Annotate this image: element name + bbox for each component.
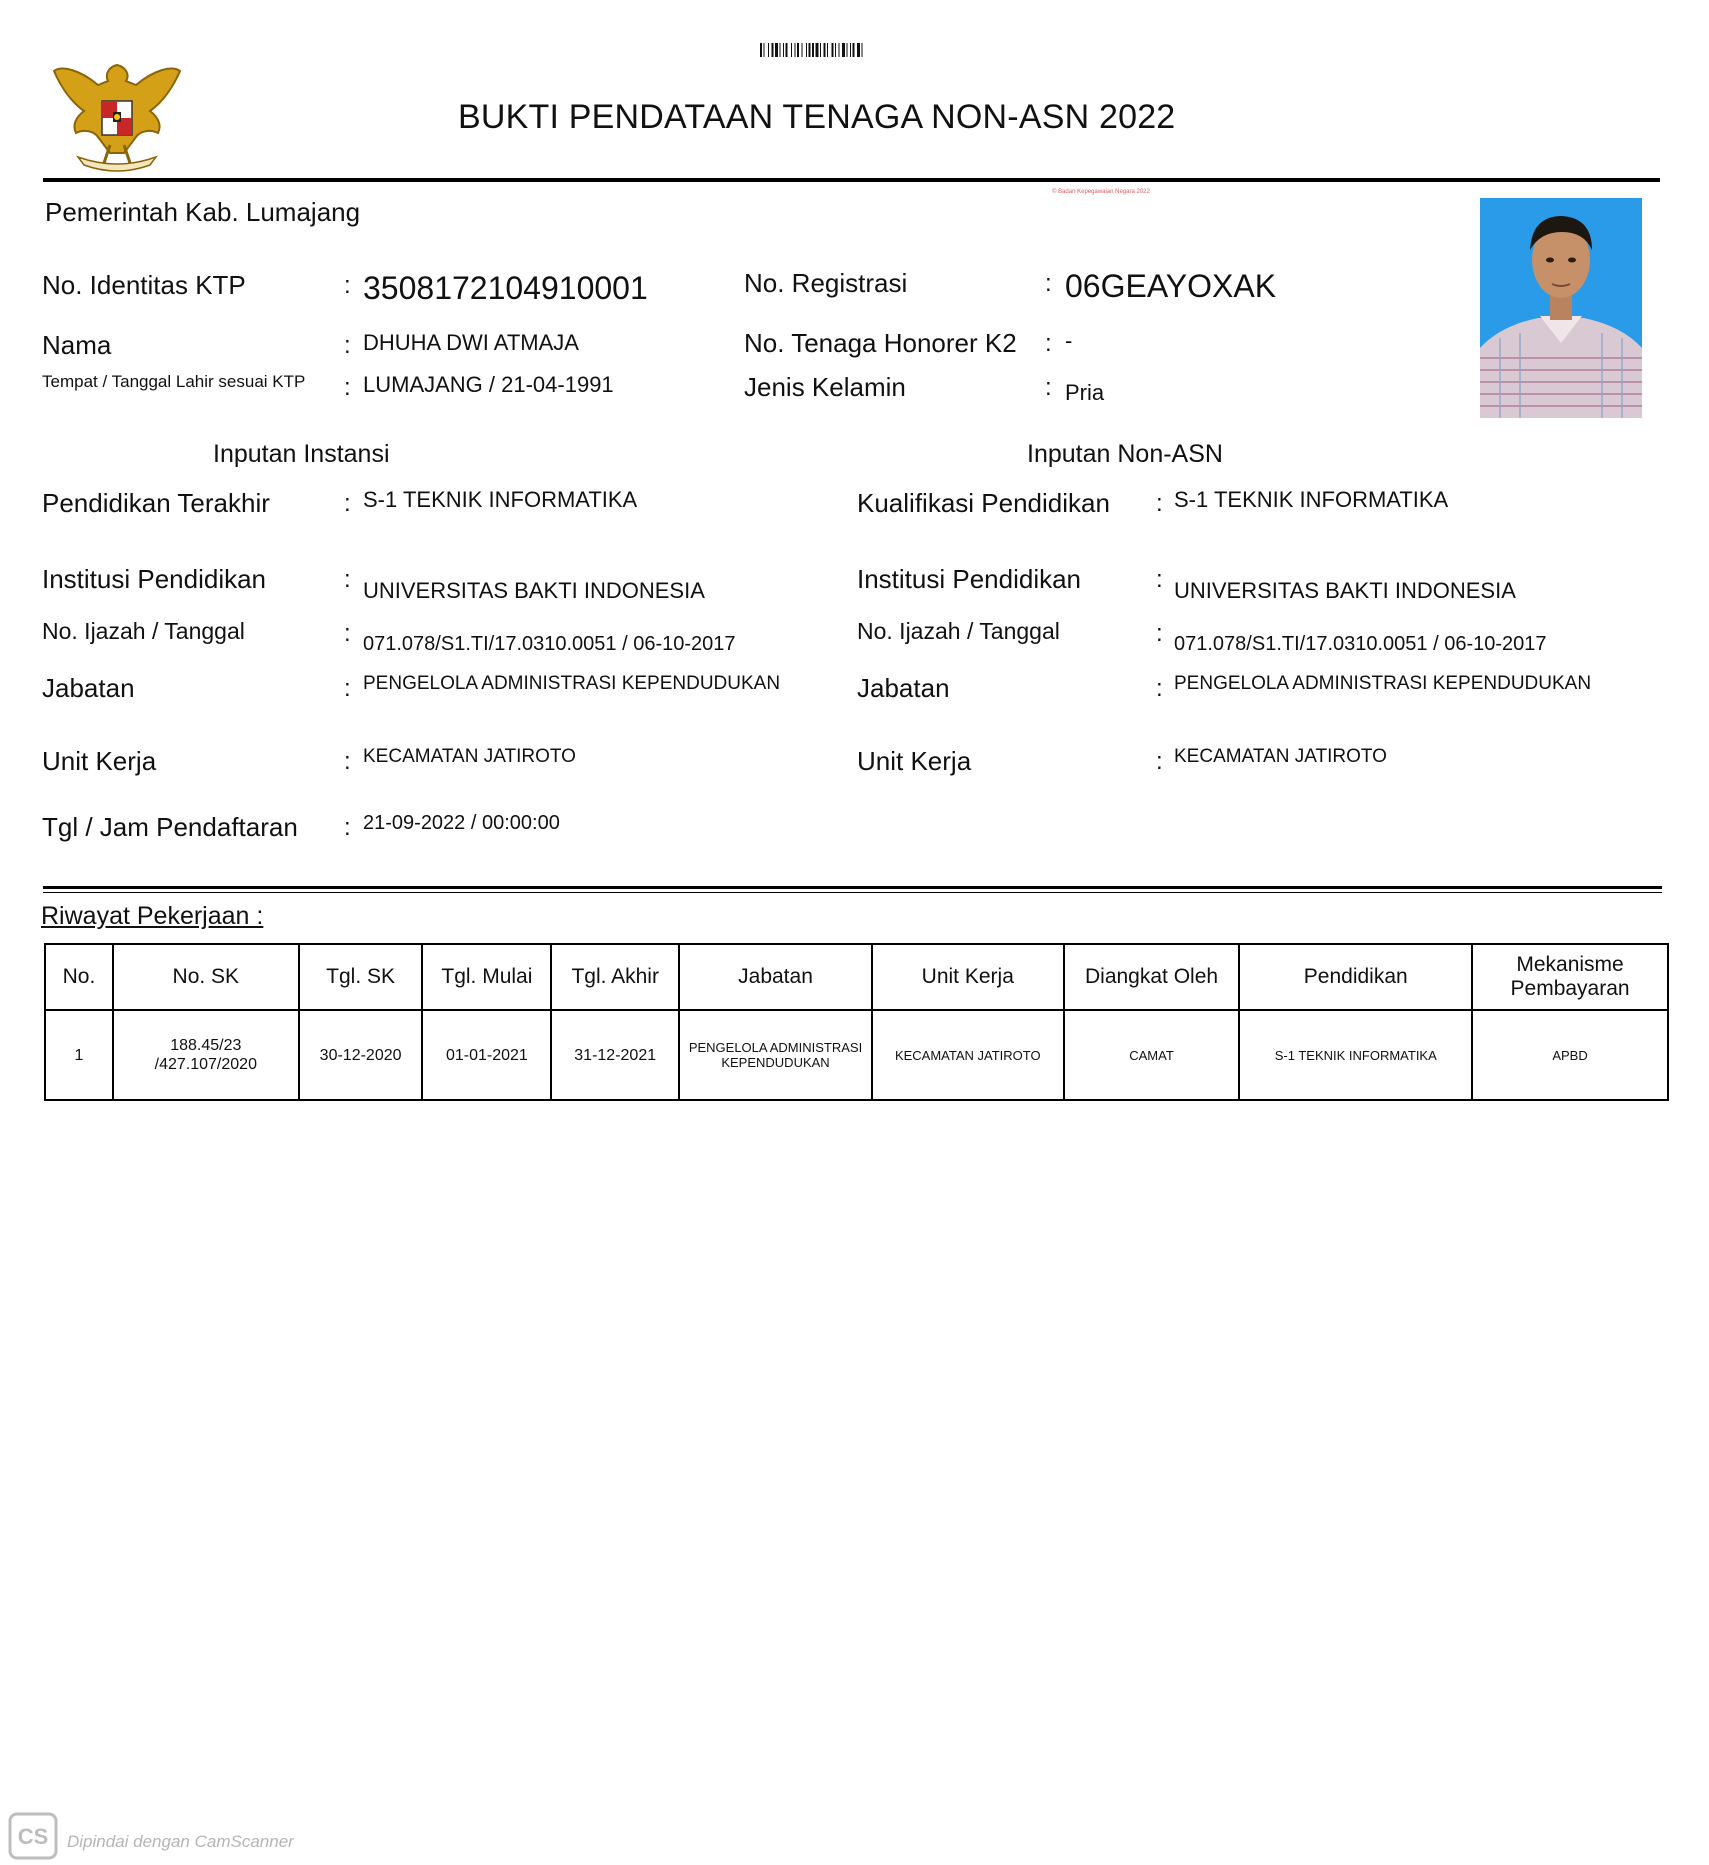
- camscanner-logo-icon: [8, 1812, 58, 1860]
- col-no: No.: [45, 944, 113, 1010]
- cell-unit-kerja: KECAMATAN JATIROTO: [872, 1010, 1064, 1100]
- colon: :: [1045, 374, 1052, 401]
- top-divider: [43, 178, 1660, 182]
- camscanner-badge-text: CS: [17, 1824, 49, 1849]
- section-divider: [43, 892, 1662, 893]
- cell-line: 188.45/23: [170, 1037, 242, 1054]
- jenis-kelamin-value: Pria: [1065, 380, 1105, 405]
- col-tgl-mulai: Tgl. Mulai: [422, 944, 551, 1010]
- colon: :: [1156, 490, 1163, 517]
- kualifikasi-label: Kualifikasi Pendidikan: [857, 488, 1110, 518]
- jabatan-nonasn-value: PENGELOLA ADMINISTRASI KEPENDUDUKAN: [1174, 673, 1592, 694]
- colon: :: [1045, 330, 1052, 357]
- inputan-non-asn-heading: Inputan Non-ASN: [1027, 440, 1223, 468]
- ijazah-label: No. Ijazah / Tanggal: [42, 618, 245, 644]
- honorer-k2-value: -: [1065, 328, 1073, 353]
- tgl-pendaftaran-label: Tgl / Jam Pendaftaran: [42, 812, 298, 842]
- cell-pendidikan: S-1 TEKNIK INFORMATIKA: [1239, 1010, 1472, 1100]
- pendidikan-terakhir-value: S-1 TEKNIK INFORMATIKA: [363, 487, 638, 512]
- colon: :: [344, 374, 351, 401]
- copyright-note: © Badan Kepegawaian Negara 2022: [1052, 189, 1150, 195]
- colon: :: [344, 748, 351, 775]
- col-jabatan: Jabatan: [679, 944, 872, 1010]
- ttl-value: LUMAJANG / 21-04-1991: [363, 372, 614, 397]
- honorer-k2-label: No. Tenaga Honorer K2: [744, 328, 1017, 358]
- colon: :: [344, 620, 351, 647]
- cell-tgl-akhir: 31-12-2021: [551, 1010, 679, 1100]
- institusi-label: Institusi Pendidikan: [42, 564, 267, 594]
- table-row: [45, 1010, 1668, 1100]
- cell-tgl-sk: 30-12-2020: [299, 1010, 423, 1100]
- ktp-value: 3508172104910001: [363, 270, 648, 306]
- garuda-emblem-icon: [50, 45, 185, 180]
- header-line: Mekanisme: [1516, 953, 1624, 976]
- colon: :: [344, 272, 351, 299]
- colon: :: [1045, 270, 1052, 297]
- inputan-instansi-heading: Inputan Instansi: [213, 440, 390, 468]
- cell-tgl-mulai: 01-01-2021: [422, 1010, 551, 1100]
- cell-pembayaran: APBD: [1472, 1010, 1668, 1100]
- table-header-row: [45, 944, 1668, 1010]
- colon: :: [344, 675, 351, 702]
- cell-line: PENGELOLA ADMINISTRASI: [688, 1040, 863, 1055]
- colon: :: [344, 490, 351, 517]
- ttl-label: Tempat / Tanggal Lahir sesuai KTP: [42, 372, 306, 391]
- col-pendidikan: Pendidikan: [1239, 944, 1472, 1010]
- colon: :: [1156, 620, 1163, 647]
- col-diangkat-oleh: Diangkat Oleh: [1064, 944, 1240, 1010]
- colon: :: [1156, 748, 1163, 775]
- cell-line: KEPENDUDUKAN: [721, 1055, 830, 1070]
- work-history-table: [44, 943, 1669, 1101]
- colon: :: [344, 566, 351, 593]
- col-mekanisme-pembayaran: [1472, 944, 1668, 1010]
- barcode-icon: [760, 43, 952, 57]
- government-agency: Pemerintah Kab. Lumajang: [45, 197, 361, 227]
- col-tgl-sk: Tgl. SK: [299, 944, 423, 1010]
- cell-diangkat-oleh: CAMAT: [1064, 1010, 1240, 1100]
- colon: :: [1156, 675, 1163, 702]
- kualifikasi-value: S-1 TEKNIK INFORMATIKA: [1174, 487, 1449, 512]
- col-no-sk: No. SK: [113, 944, 299, 1010]
- unit-kerja-label: Unit Kerja: [42, 746, 157, 776]
- nama-label: Nama: [42, 330, 112, 360]
- institusi-value: UNIVERSITAS BAKTI INDONESIA: [363, 578, 705, 603]
- scanner-watermark: Dipindai dengan CamScanner: [67, 1832, 294, 1851]
- pendidikan-terakhir-label: Pendidikan Terakhir: [42, 488, 270, 518]
- colon: :: [1156, 566, 1163, 593]
- unit-kerja-nonasn-value: KECAMATAN JATIROTO: [1174, 746, 1387, 767]
- colon: :: [344, 332, 351, 359]
- nama-value: DHUHA DWI ATMAJA: [363, 330, 579, 355]
- jabatan-nonasn-label: Jabatan: [857, 673, 950, 703]
- unit-kerja-value: KECAMATAN JATIROTO: [363, 746, 576, 767]
- jabatan-value: PENGELOLA ADMINISTRASI KEPENDUDUKAN: [363, 673, 781, 694]
- header-line: Pembayaran: [1510, 977, 1630, 1000]
- ktp-label: No. Identitas KTP: [42, 270, 246, 300]
- ijazah-value: 071.078/S1.TI/17.0310.0051 / 06-10-2017: [363, 633, 736, 655]
- registrasi-value: 06GEAYOXAK: [1065, 268, 1277, 304]
- document-title: BUKTI PENDATAAN TENAGA NON-ASN 2022: [458, 98, 1176, 136]
- cell-jabatan: [679, 1010, 872, 1100]
- tgl-pendaftaran-value: 21-09-2022 / 00:00:00: [363, 812, 560, 834]
- cell-no-sk: [113, 1010, 299, 1100]
- unit-kerja-nonasn-label: Unit Kerja: [857, 746, 972, 776]
- colon: :: [344, 814, 351, 841]
- ijazah-nonasn-label: No. Ijazah / Tanggal: [857, 618, 1060, 644]
- institusi-nonasn-label: Institusi Pendidikan: [857, 564, 1082, 594]
- institusi-nonasn-value: UNIVERSITAS BAKTI INDONESIA: [1174, 578, 1516, 603]
- col-unit-kerja: Unit Kerja: [872, 944, 1064, 1010]
- ijazah-nonasn-value: 071.078/S1.TI/17.0310.0051 / 06-10-2017: [1174, 633, 1547, 655]
- riwayat-pekerjaan-title: Riwayat Pekerjaan :: [41, 902, 264, 930]
- jenis-kelamin-label: Jenis Kelamin: [744, 372, 906, 402]
- section-divider: [43, 886, 1662, 889]
- portrait-photo: [1480, 198, 1642, 418]
- registrasi-label: No. Registrasi: [744, 268, 908, 298]
- jabatan-label: Jabatan: [42, 673, 135, 703]
- col-tgl-akhir: Tgl. Akhir: [551, 944, 679, 1010]
- cell-no: 1: [45, 1010, 113, 1100]
- cell-line: /427.107/2020: [154, 1056, 257, 1073]
